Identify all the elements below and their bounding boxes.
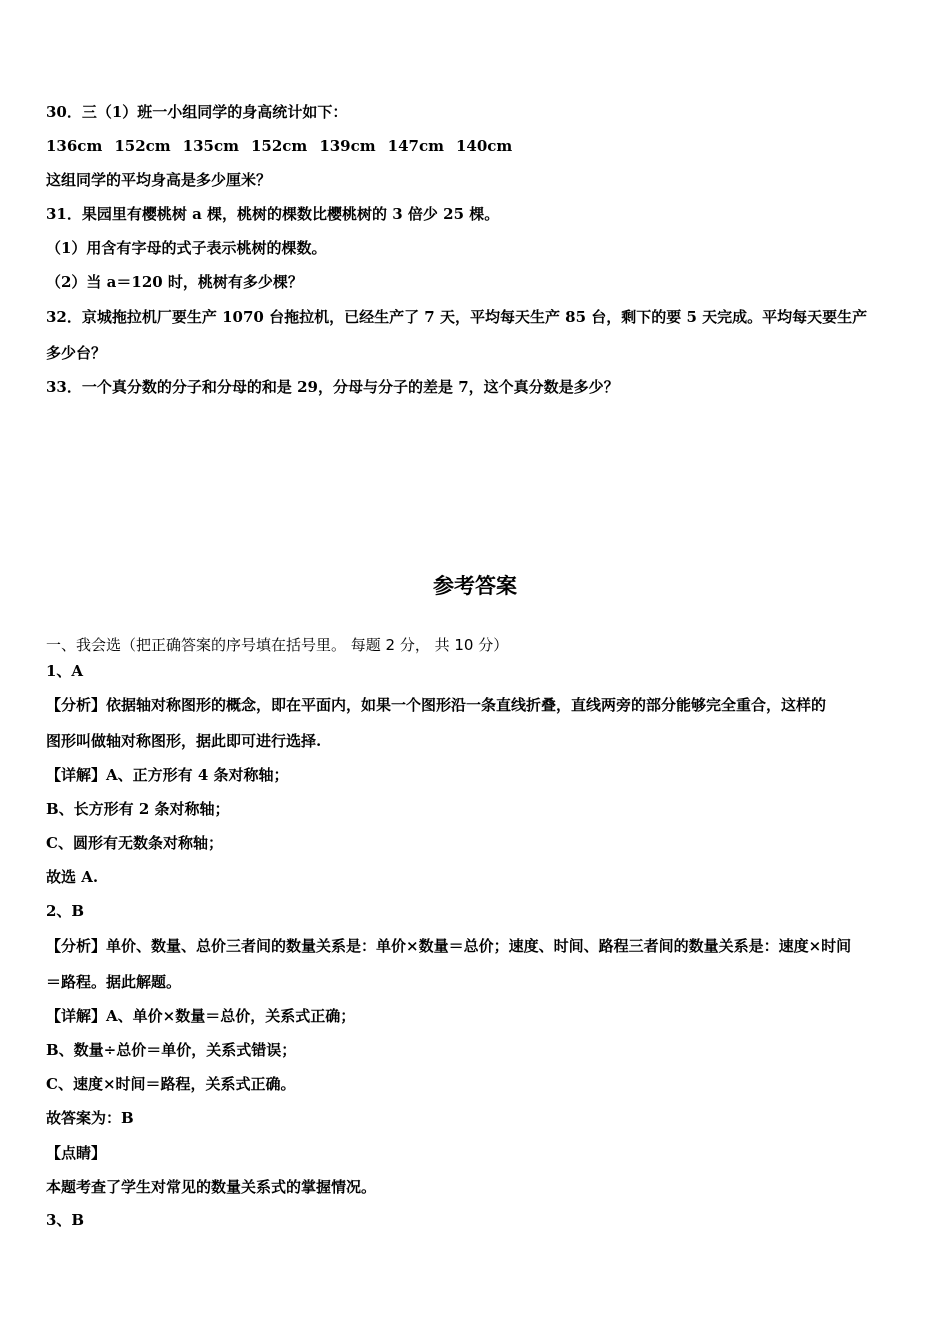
q31-stem: 31．果园里有樱桃树 a 棵，桃树的棵数比樱桃树的 3 倍少 25 棵。 — [46, 205, 500, 223]
q30-stem: 30．三（1）班一小组同学的身高统计如下： — [46, 103, 348, 121]
answer-1-detail-a: 【详解】A、正方形有 4 条对称轴； — [46, 766, 289, 784]
height-value: 136cm — [46, 137, 103, 155]
answer-2-analysis-line1: 【分析】单价、数量、总价三者间的数量关系是：单价×数量＝总价；速度、时间、路程三者间的数量关系是：速度×时间 — [46, 937, 852, 955]
q31-part1: （1）用含有字母的式子表示桃树的棵数。 — [46, 239, 327, 257]
section-heading: 一、我会选（把正确答案的序号填在括号里。 每题 2 分， 共 10 分） — [46, 636, 509, 654]
answer-2-point-label: 【点睛】 — [46, 1144, 107, 1162]
answer-2-detail-a: 【详解】A、单价×数量＝总价，关系式正确； — [46, 1007, 356, 1025]
q30-ask: 这组同学的平均身高是多少厘米？ — [46, 171, 272, 189]
q30-heights — [46, 136, 906, 156]
answer-1-analysis-line2: 图形叫做轴对称图形，据此即可进行选择. — [46, 732, 322, 750]
height-value: 147cm — [387, 137, 444, 155]
answer-1-analysis-line1: 【分析】依据轴对称图形的概念，即在平面内，如果一个图形沿一条直线折叠，直线两旁的部分能够完全重合，这样的 — [46, 696, 827, 714]
q32-line2: 多少台？ — [46, 344, 107, 362]
answer-1-detail-b: B、长方形有 2 条对称轴； — [46, 800, 230, 818]
answer-2-detail-c: C、速度×时间＝路程，关系式正确。 — [46, 1075, 296, 1093]
answer-2-conclusion: 故答案为：B — [46, 1109, 134, 1127]
answer-3-label: 3、B — [46, 1211, 85, 1229]
answer-2-detail-b: B、数量÷总价＝单价，关系式错误； — [46, 1041, 297, 1059]
answer-1-label: 1、A — [46, 662, 84, 680]
q32-line1: 32．京城拖拉机厂要生产 1070 台拖拉机，已经生产了 7 天，平均每天生产 85 台，剩下的要 5 天完成。平均每天要生产 — [46, 308, 868, 326]
height-value: 139cm — [319, 137, 376, 155]
height-value: 135cm — [182, 137, 239, 155]
height-value: 152cm — [250, 137, 308, 155]
height-value: 152cm — [114, 137, 171, 155]
answer-2-analysis-line2: ＝路程。据此解题。 — [46, 973, 182, 991]
answer-1-detail-c: C、圆形有无数条对称轴； — [46, 834, 223, 852]
answer-1-conclusion: 故选 A. — [46, 868, 99, 886]
q33-stem: 33．一个真分数的分子和分母的和是 29，分母与分子的差是 7，这个真分数是多少？ — [46, 378, 619, 396]
answer-2-point-text: 本题考查了学生对常见的数量关系式的掌握情况。 — [46, 1178, 377, 1196]
answer-2-label: 2、B — [46, 902, 85, 920]
answers-title: 参考答案 — [433, 574, 517, 598]
height-value: 140cm — [455, 137, 513, 155]
q31-part2: （2）当 a＝120 时，桃树有多少棵？ — [46, 273, 303, 291]
